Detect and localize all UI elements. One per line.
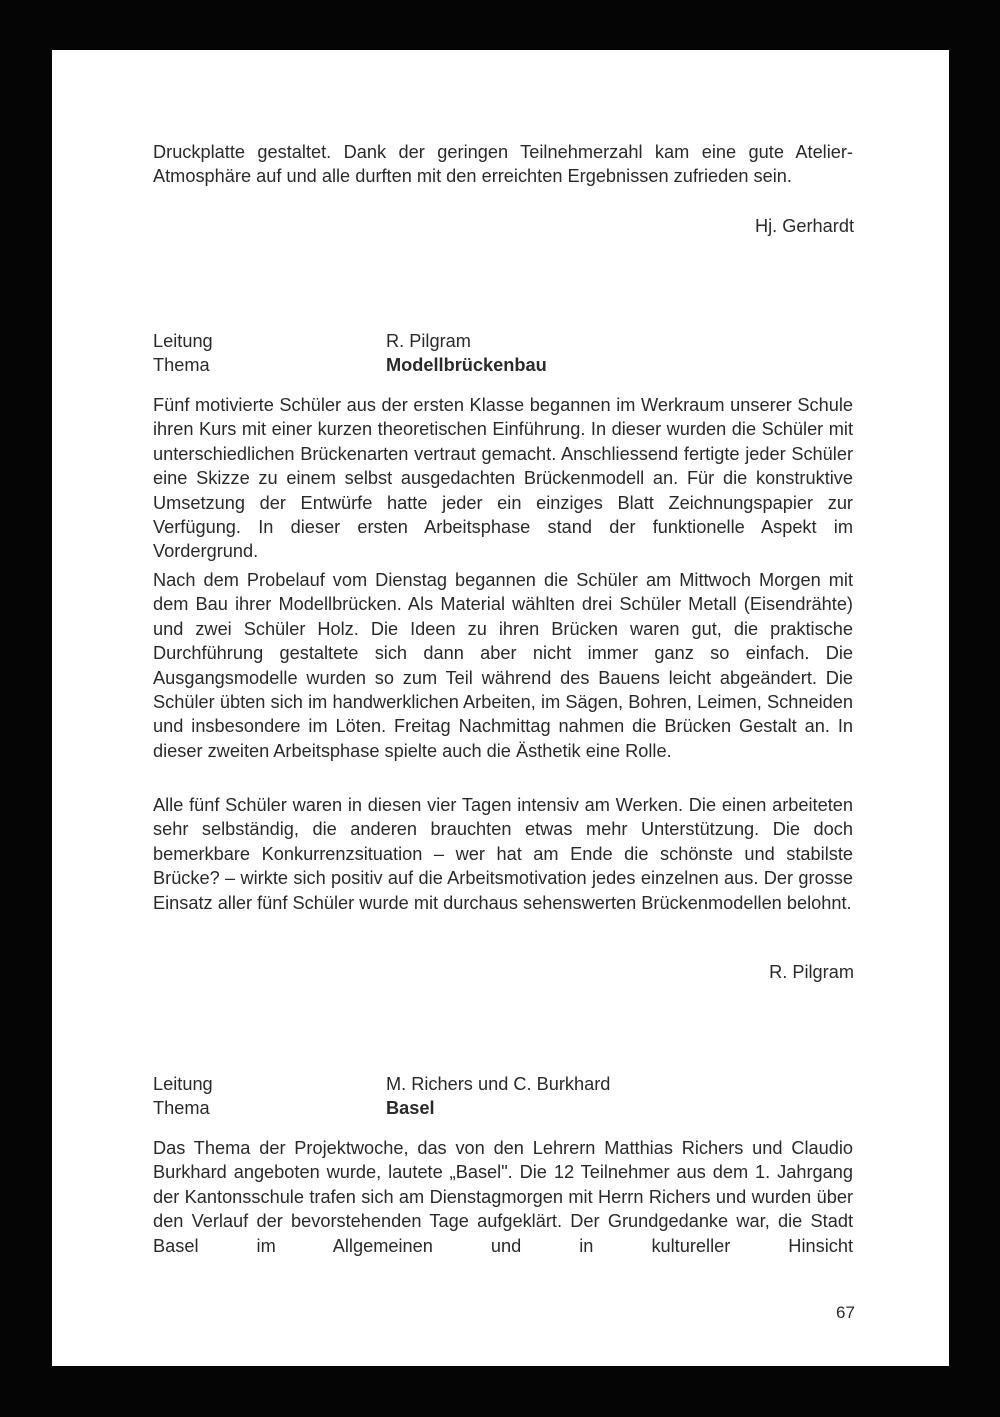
leitung-value: M. Richers und C. Burkhard: [386, 1074, 611, 1094]
thema-row: [153, 1096, 610, 1120]
leitung-row: [153, 1072, 610, 1096]
thema-row: [153, 353, 547, 377]
leitung-value: R. Pilgram: [386, 331, 471, 351]
thema-label: Thema: [153, 355, 210, 375]
thema-label: Thema: [153, 1098, 210, 1118]
thema-value: Basel: [386, 1098, 435, 1118]
intro-signature: Hj. Gerhardt: [754, 216, 854, 236]
thema-value: Modellbrückenbau: [386, 355, 547, 375]
section-1-signature: R. Pilgram: [769, 962, 854, 982]
leitung-label: Leitung: [153, 1074, 213, 1094]
section-1-paragraph-3: Alle fünf Schüler waren in diesen vier Tagen intensiv am Werken. Die einen arbeiteten sehr selbständig, die anderen brauchten etwas mehr Unterstützung. Die doch bemerkbare Konkurrenzsituation – wer hat am Ende die schönste und stabilste Brücke? – wirkte sich positiv auf die Arbeitsmotivation jedes einzelnen aus. Der grosse Einsatz aller fünf Schüler wurde mit durchaus sehenswerten Brückenmodellen belohnt.: [153, 795, 853, 913]
page-number: 67: [836, 1303, 855, 1322]
leitung-label: Leitung: [153, 331, 213, 351]
section-2-paragraph-1: Das Thema der Projektwoche, das von den Lehrern Matthias Richers und Claudio Burkhard angeboten wurde, lautete „Basel". Die 12 Teilnehmer aus dem 1. Jahrgang der Kantonsschule trafen sich am Dienstagmorgen mit Herrn Richers und wurden über den Verlauf der bevorstehenden Tage aufgeklärt. Der Grundgedanke war, die Stadt Basel im Allgemeinen und in kultureller Hinsicht: [153, 1138, 853, 1256]
leitung-row: [153, 329, 547, 353]
section-1-meta: [153, 329, 547, 377]
section-2-meta: [153, 1072, 610, 1120]
intro-paragraph: Druckplatte gestaltet. Dank der geringen Teilnehmerzahl kam eine gute Atelier-Atmosphäre auf und alle durften mit den erreichten Ergebnissen zufrieden sein.: [153, 142, 853, 187]
section-1-paragraph-2: Nach dem Probelauf vom Dienstag begannen die Schüler am Mittwoch Morgen mit dem Bau ihrer Modellbrücken. Als Material wählten drei Schüler Metall (Eisendrähte) und zwei Schüler Holz. Die Ideen zu ihren Brücken waren gut, die praktische Durchführung gestaltete sich dann aber nicht immer ganz so einfach. Die Ausgangsmodelle wurden so zum Teil während des Bauens leicht abgeändert. Die Schüler übten sich im handwerklichen Arbeiten, im Sägen, Bohren, Leimen, Schneiden und insbesondere im Löten. Freitag Nachmittag nahmen die Brücken Gestalt an. In dieser zweiten Arbeitsphase spielte auch die Ästhetik eine Rolle.: [153, 570, 853, 761]
section-1-paragraph-1: Fünf motivierte Schüler aus der ersten Klasse begannen im Werkraum unserer Schule ihren Kurs mit einer kurzen theoretischen Einführung. In dieser wurden die Schüler mit unterschiedlichen Brückenarten vertraut gemacht. Anschliessend fertigte jeder Schüler eine Skizze zu einem selbst ausgedachten Brückenmodell an. Für die konstruktive Umsetzung der Entwürfe hatte jeder ein einziges Blatt Zeichnungspapier zur Verfügung. In dieser ersten Arbeitsphase stand der funktionelle Aspekt im Vordergrund.: [153, 395, 853, 562]
